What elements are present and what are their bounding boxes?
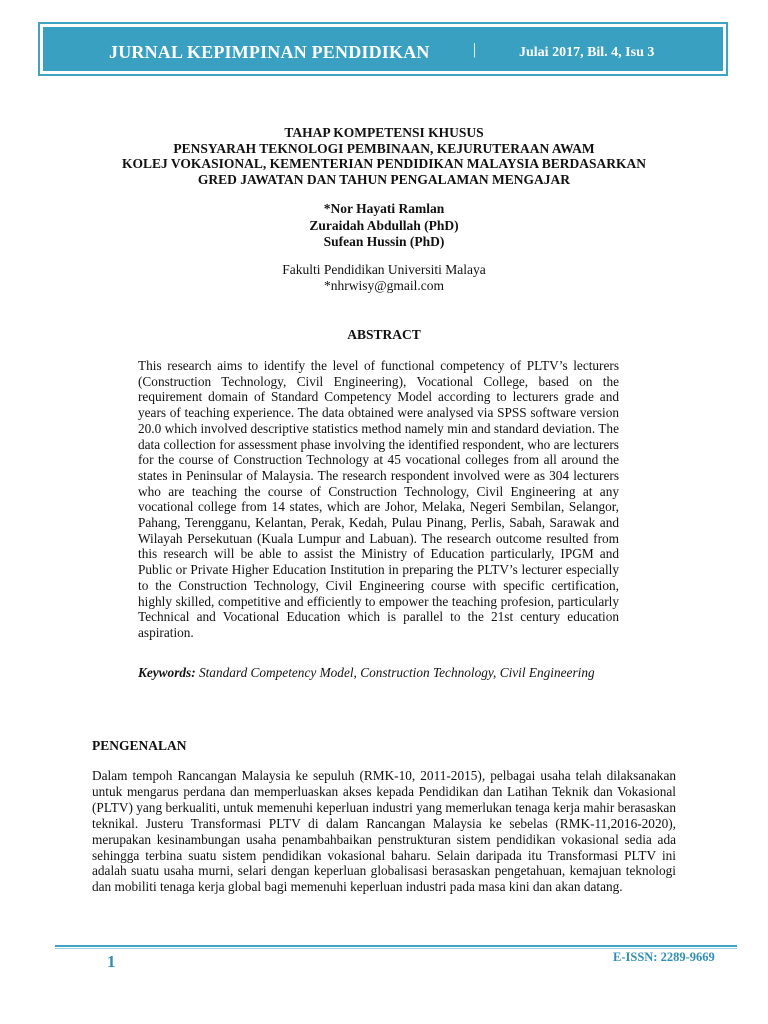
abstract-text: This research aims to identify the level of functional competency of PLTV’s lecturers (Construction Technology, Civil Engineering), Vocational College, based on the requirement domain of Standard Competency Model according to lecturers grade and years of teaching experience. The data obtained were analysed via SPSS software version 20.0 which involved descriptive statistics method namely min and standard deviation. The data collection for assessment phase involving the identified respondent, who are lecturers for the course of Construction Technology at 45 vocational colleges from all around the states in Peninsular of Malaysia. The research respondent involved were as 304 lecturers who are teaching the course of Construction Technology, Civil Engineering at any vocational college from 14 states, which are Johor, Melaka, Negeri Sembilan, Selangor, Pahang, Terengganu, Kelantan, Perak, Kedah, Pulau Pinang, Perlis, Sabah, Sarawak and Wilayah Persekutuan (Kuala Lumpur and Labuan). The research outcome resulted from this research will be able to assist the Ministry of Education particularly, IPGM and Public or Private Higher Education Institution in preparing the PLTV’s lecturer especially to the Construction Technology, Civil Engineering course with specific certification, highly skilled, competitive and efficiently to empower the teaching profesion, particularly Technical and Vocational Education which is parallel to the 21st century education aspiration. xyxy=(138,358,619,640)
issn: E-ISSN: 2289-9669 xyxy=(613,950,715,964)
journal-issue: Julai 2017, Bil. 4, Isu 3 xyxy=(519,45,655,60)
title-line: PENSYARAH TEKNOLOGI PEMBINAAN, KEJURUTERAAN AWAM xyxy=(173,140,595,156)
section-heading: PENGENALAN xyxy=(92,738,187,753)
keywords xyxy=(138,665,698,681)
page-number: 1 xyxy=(107,952,116,971)
author-name: Zuraidah Abdullah (PhD) xyxy=(309,217,459,233)
title-line: TAHAP KOMPETENSI KHUSUS xyxy=(284,125,484,140)
section-paragraph: Dalam tempoh Rancangan Malaysia ke sepuluh (RMK-10, 2011-2015), pelbagai usaha telah dilaksanakan untuk mengarus perdana dan memperluaskan akses kepada Pendidikan dan Latihan Teknik dan Vokasional (PLTV) yang berkualiti, untuk memenuhi keperluan industri yang memerlukan tenaga kerja mahir berasaskan teknikal. Justeru Transformasi PLTV di dalam Rancangan Malaysia ke sebelas (RMK-11,2016-2020), merupakan kesinambungan usaha penambahbaikan penstrukturan sistem pendidikan vokasional sedia ada sehingga terbina suatu sistem pendidikan vokasional baharu. Selain daripada itu Transformasi PLTV ini adalah suatu usaha murni, selari dengan keperluan globalisasi berasaskan pengetahuan, kemajuan teknologi dan mobiliti tenaga kerja global bagi memenuhi keperluan industri pada masa kini dan akan datang. xyxy=(92,768,676,895)
keywords-text: Standard Competency Model, Construction Technology, Civil Engineering xyxy=(198,665,595,680)
title-line: KOLEJ VOKASIONAL, KEMENTERIAN PENDIDIKAN MALAYSIA BERDASARKAN xyxy=(121,156,647,171)
affiliation-block xyxy=(60,262,708,294)
author-name: Sufean Hussin (PhD) xyxy=(323,234,445,249)
author-list xyxy=(60,201,708,251)
abstract-heading: ABSTRACT xyxy=(347,327,421,342)
footer-rule xyxy=(55,945,737,947)
title-line: GRED JAWATAN DAN TAHUN PENGALAMAN MENGAJAR xyxy=(197,171,571,187)
paper-title xyxy=(60,125,708,187)
author-email: *nhrwisy@gmail.com xyxy=(323,278,445,293)
footer-rule-thin xyxy=(55,948,737,949)
author-name: *Nor Hayati Ramlan xyxy=(323,201,445,216)
header-separator: | xyxy=(473,41,477,58)
affiliation: Fakulti Pendidikan Universiti Malaya xyxy=(282,262,486,277)
journal-title: JURNAL KEPIMPINAN PENDIDIKAN xyxy=(109,42,430,62)
header-fill xyxy=(43,27,723,71)
keywords-label: Keywords: xyxy=(138,665,196,680)
journal-header-banner xyxy=(38,22,728,76)
